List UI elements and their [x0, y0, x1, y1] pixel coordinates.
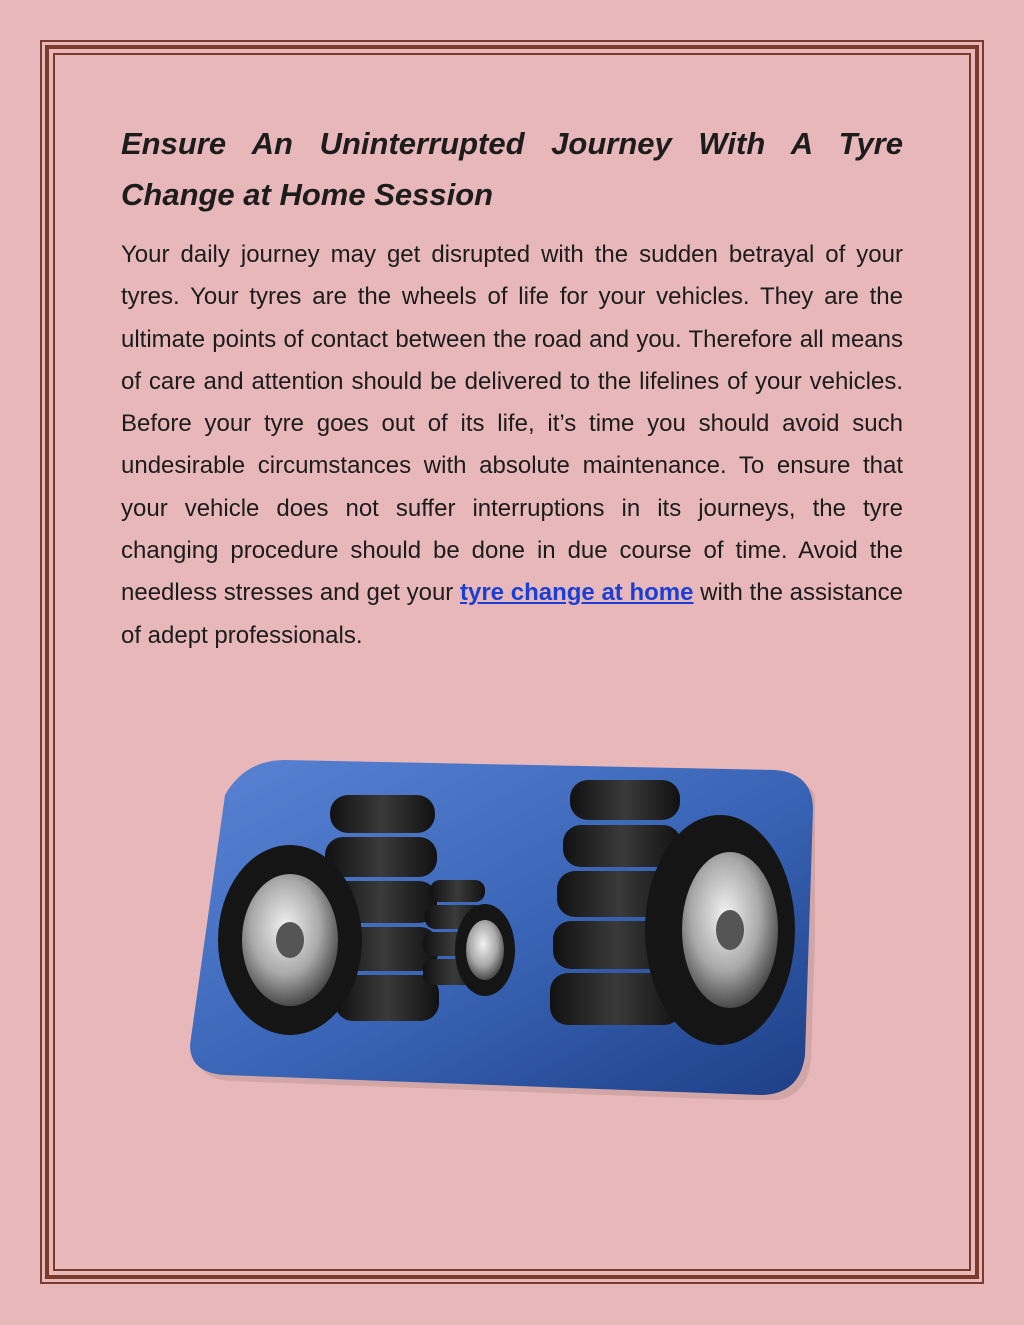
article [121, 118, 903, 657]
article-title [121, 118, 903, 220]
body-text-end: with the assistance of adept professionals. [121, 579, 904, 649]
article-title-line-1: Ensure An Uninterrupted Journey With A Tyre [121, 126, 903, 161]
body-text: Your daily journey may get disrupted with the sudden betrayal of your tyres. Your tyres are the wheels of life for your vehicles. They are the ultimate points of contact between the road and you. Therefore all means of care and attention should be delivered to the lifelines of your vehicles. Before your tyre goes out of its life, it’s time you should avoid such undesirable circumstances with absolute maintenance. To ensure that your vehicle does not suffer interruptions in its journeys, the tyre changing procedure should be done in due course of time. Avoid the needless stresses and get your [121, 241, 903, 607]
tyre-change-link[interactable]: tyre change at home [460, 579, 694, 607]
article-body [121, 234, 903, 657]
tyre-stack-illustration [185, 755, 815, 1100]
article-title-line-2: Change at Home Session [121, 177, 494, 212]
